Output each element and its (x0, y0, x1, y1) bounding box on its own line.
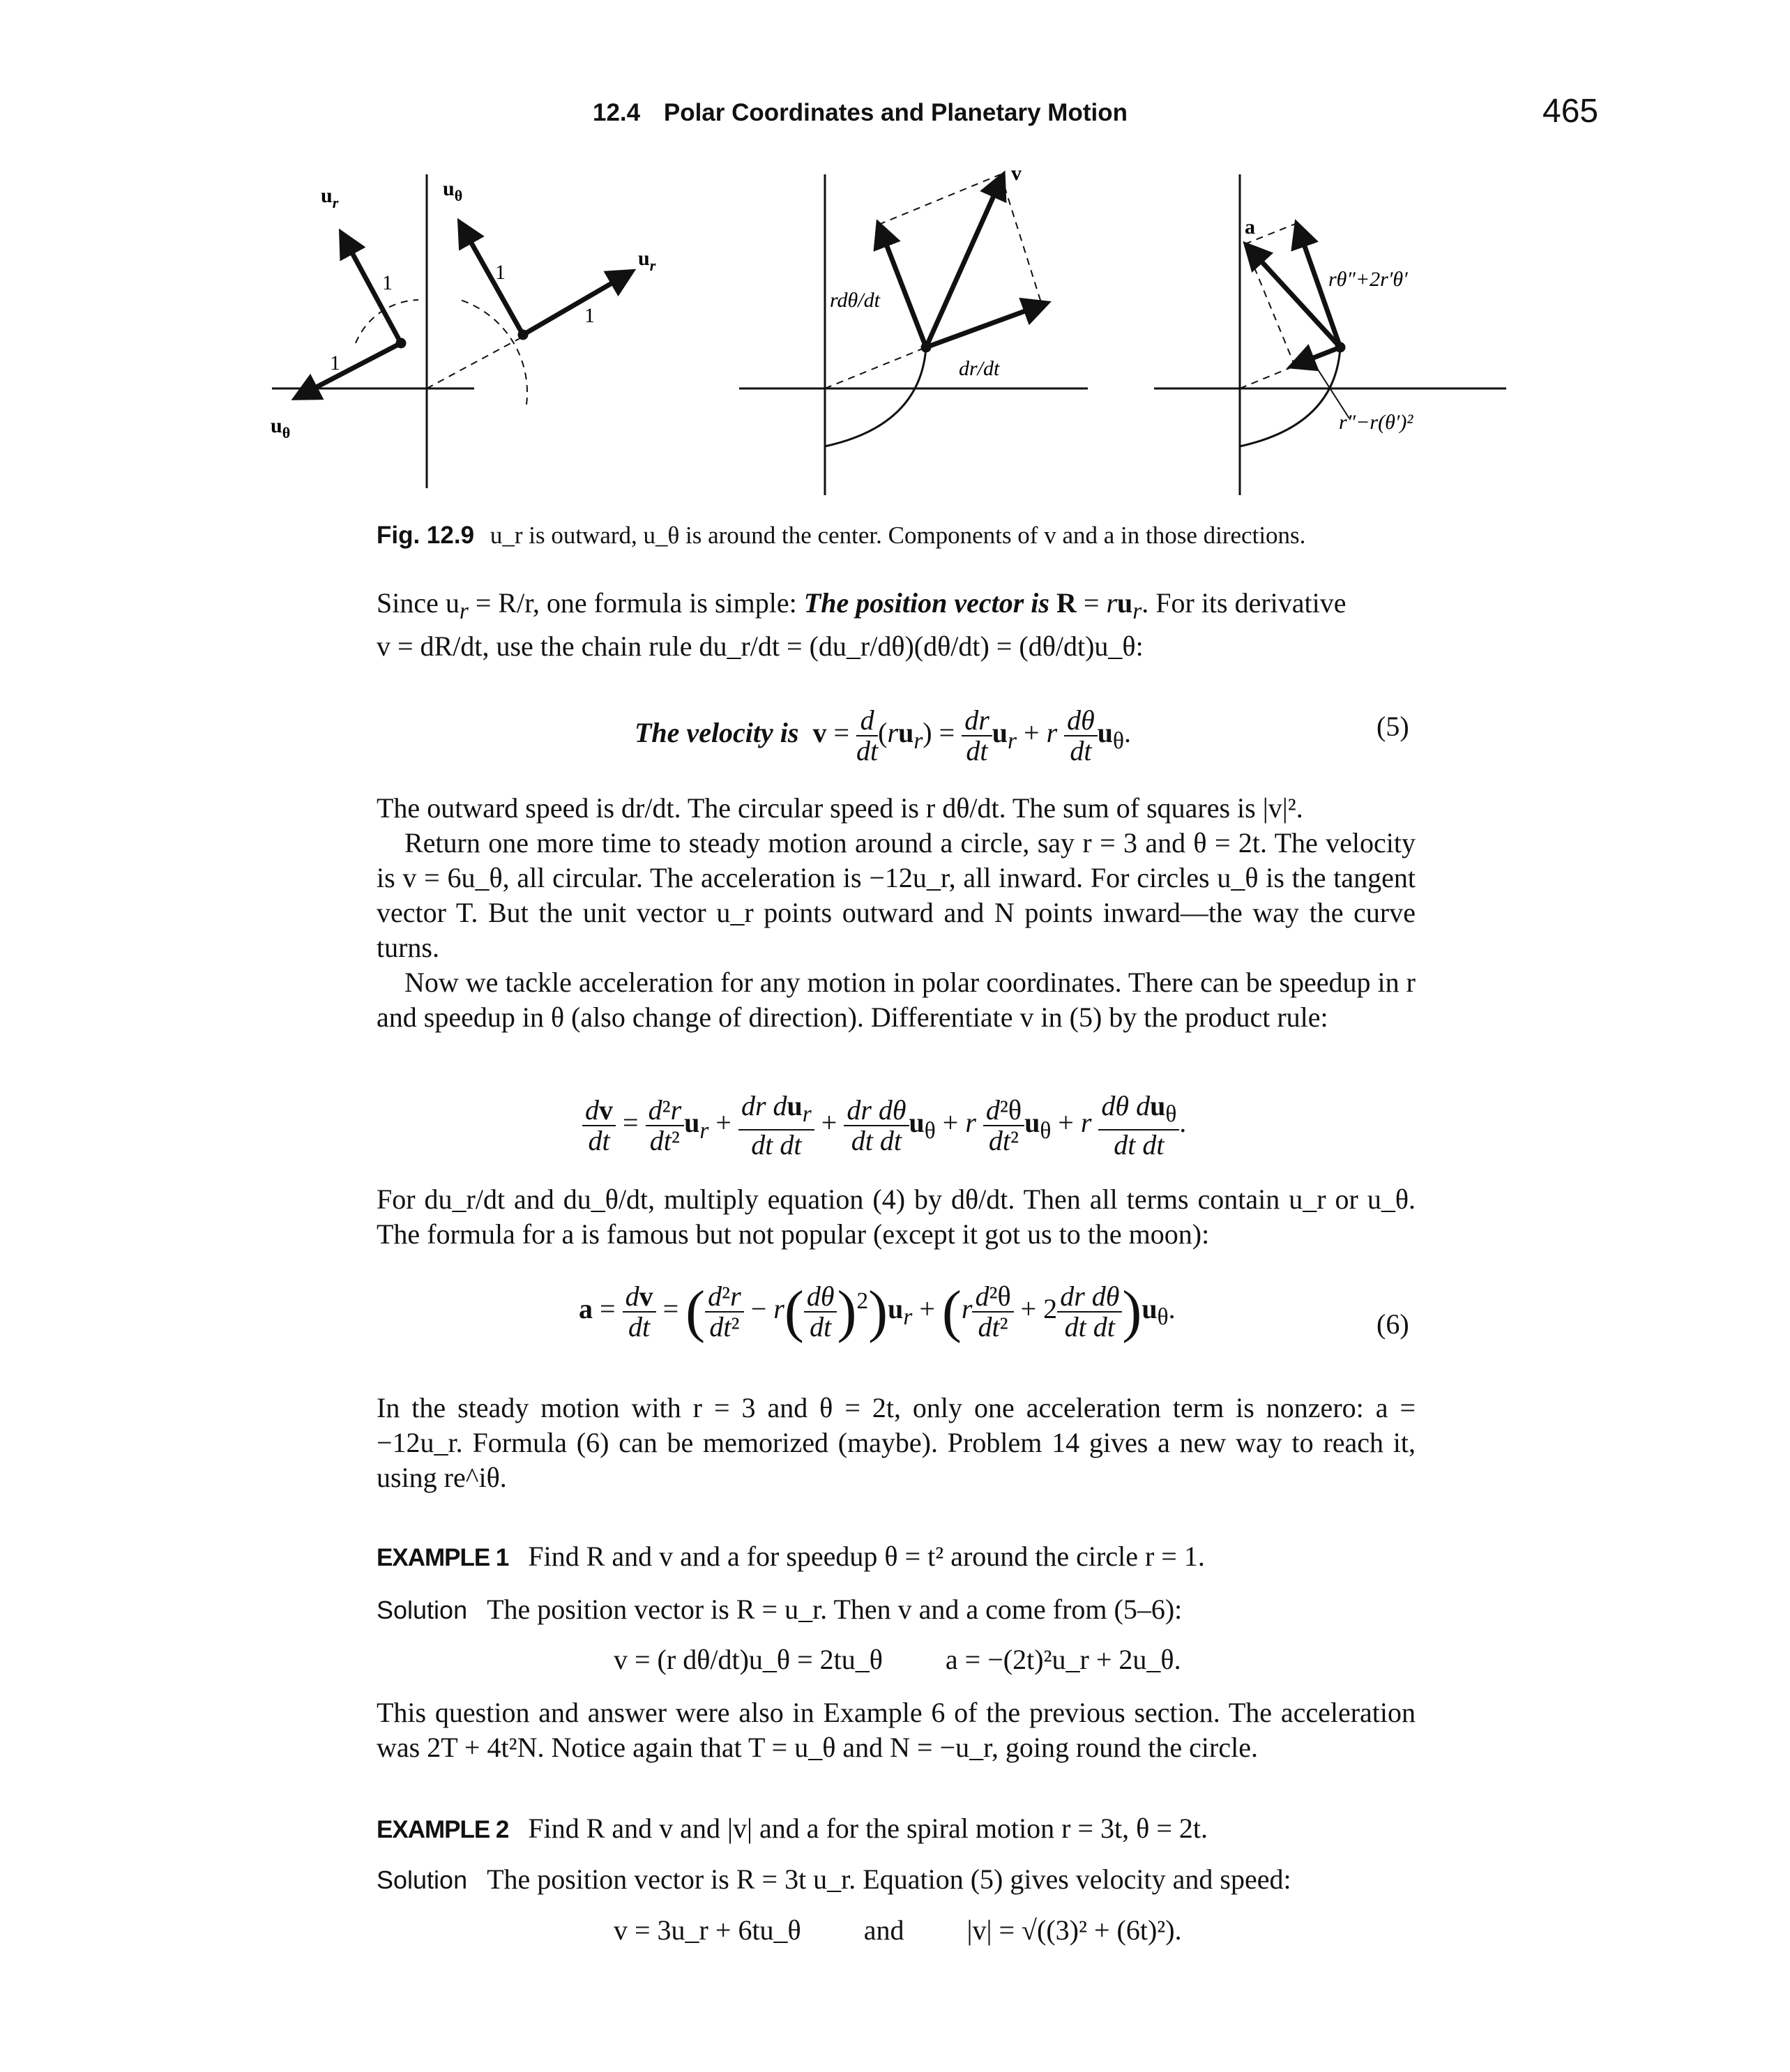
solution-2-text: The position vector is R = 3t u_r. Equation (5) gives velocity and speed: (487, 1863, 1291, 1895)
paragraph-speed: The outward speed is dr/dt. The circular speed is r dθ/dt. The sum of squares is |v|². (377, 792, 1303, 824)
panel-velocity-components (739, 174, 1088, 495)
section-number: 12.4 (593, 99, 641, 126)
equation-6-number: (6) (1376, 1308, 1409, 1340)
label-one-a: 1 (382, 271, 393, 294)
label-v: v (1011, 162, 1022, 185)
label-utheta-top: $u_\theta$ (443, 177, 463, 204)
solution-1-label: Solution (377, 1596, 468, 1624)
solution-2 (377, 1862, 1416, 1898)
equation-6: a = $\frac{dv}{dt}$ = ( $\frac{\text{d²r}}{\text{dt²}}$ − r( $\frac{d\theta}{dt}$ )$^2)u_r + (r$ $\frac{\text{d²θ}}{\text{dt²}}$ + 2 $\frac{\text{dr dθ}}{\text{dt dt}}$ )$u_\theta$. (579, 1279, 1176, 1344)
equation-5: The velocity is v = $\frac{d}{dt}$ $(ru_r)$ = $\frac{dr}{dt}$ $u_r + r$ $\frac{d\theta}{dt}$ $u_\theta$. (635, 704, 1132, 766)
label-a: a (1245, 215, 1255, 239)
section-title: Polar Coordinates and Planetary Motion (663, 99, 1128, 126)
solution-1-equations (614, 1643, 1181, 1676)
example-1-text: Find R and v and a for speedup θ = t² around the circle r = 1. (528, 1541, 1205, 1572)
label-one-b: 1 (330, 351, 340, 375)
figure-caption (377, 522, 1305, 550)
label-rdtheta-dt: rdθ/dt (830, 289, 880, 312)
equation-5-number: (5) (1376, 711, 1409, 742)
label-dr-dt: dr/dt (959, 357, 1000, 380)
label-utheta-bottom: $u_\theta$ (271, 414, 291, 441)
paragraph-block-speed (377, 791, 1416, 1035)
label-ur-right: $u_r$ (638, 247, 656, 274)
label-ur-top: $u_r$ (321, 184, 339, 211)
solution-1-acceleration: a = −(2t)²u_r + 2u_θ. (945, 1644, 1181, 1675)
paragraph-position-vector: Since $u_r = R/r$, one formula is simple: The position vector is $R = ru_r$. For its derivative v = dR/dt, use the chain rule du_r/dt = (du_r/dθ)(dθ/dt) = (dθ/dt)u_θ: (377, 587, 1347, 662)
solution-1-velocity: v = (r dθ/dt)u_θ = 2tu_θ (614, 1644, 883, 1675)
solution-2-speed: |v| = √((3)² + (6t)²). (966, 1914, 1182, 1946)
example-2-label: EXAMPLE 2 (377, 1816, 509, 1843)
panel-acceleration-components (1154, 174, 1506, 495)
running-header (593, 99, 1128, 127)
example-1 (377, 1539, 1416, 1575)
example-2-text: Find R and v and |v| and a for the spiral motion r = 3t, θ = 2t. (528, 1813, 1208, 1844)
label-radial-accel: r″−r(θ′)² (1339, 411, 1413, 434)
paragraph-steady-acceleration: In the steady motion with r = 3 and θ = 2t, only one acceleration term is nonzero: a = −12u_r. Formula (6) can be memorized (maybe). Problem 14 gives a new way to reach it, using re^iθ. (377, 1392, 1416, 1493)
solution-2-label: Solution (377, 1866, 468, 1894)
paragraph-steady-motion: Return one more time to steady motion around a circle, say r = 3 and θ = 2t. The velocity is v = 6u_θ, all circular. The acceleration is −12u_r, all inward. For circles u_θ is the tangent vector T. But the unit vector u_r points outward and N points inward—the way the curve turns. (377, 827, 1416, 963)
solution-1 (377, 1592, 1416, 1628)
caption-text: u_r is outward, u_θ is around the center. Components of v and a in those directions. (490, 522, 1306, 549)
paragraph-famous-formula: For du_r/dt and du_θ/dt, multiply equation (4) by dθ/dt. Then all terms contain u_r or u_θ. The formula for a is famous but not popular (except it got us to the moon): (377, 1184, 1416, 1250)
example-1-label: EXAMPLE 1 (377, 1544, 509, 1571)
label-one-d: 1 (584, 304, 595, 327)
solution-2-velocity: v = 3u_r + 6tu_θ (614, 1914, 801, 1946)
solution-2-equations (614, 1914, 1182, 1946)
paragraph-example-6-reference: This question and answer were also in Example 6 of the previous section. The acceleration was 2T + 4t²N. Notice again that T = u_θ and N = −u_r, going round the circle. (377, 1697, 1416, 1763)
paragraph-acceleration-intro: Now we tackle acceleration for any motion in polar coordinates. There can be speedup in r and speedup in θ (also change of direction). Differentiate v in (5) by the product rule: (377, 967, 1416, 1033)
label-one-c: 1 (495, 261, 506, 284)
solution-2-and: and (863, 1914, 904, 1946)
panel-unit-vectors (272, 174, 631, 488)
example-2 (377, 1811, 1416, 1847)
page-number: 465 (1542, 93, 1599, 130)
equation-product-rule: $\frac{dv}{dt}$ = $\frac{\text{d²r}}{\text{dt²}}$ $u_r$ + $\frac{dr du_r}{\text{dt dt}}$ + $\frac{\text{dr dθ}}{\text{dt dt}}$ $u_\theta + r$ $\frac{\text{d²θ}}{\text{dt²}}$ $u_\theta + r$ $\frac{d\theta du_\theta}{\text{dt dt}}$ . (582, 1091, 1186, 1160)
solution-1-text: The position vector is R = u_r. Then v and a come from (5–6): (487, 1594, 1183, 1625)
figure-12-9 (251, 160, 1534, 509)
label-tangential-accel: rθ″+2r′θ′ (1328, 268, 1408, 291)
caption-label: Fig. 12.9 (377, 522, 475, 549)
